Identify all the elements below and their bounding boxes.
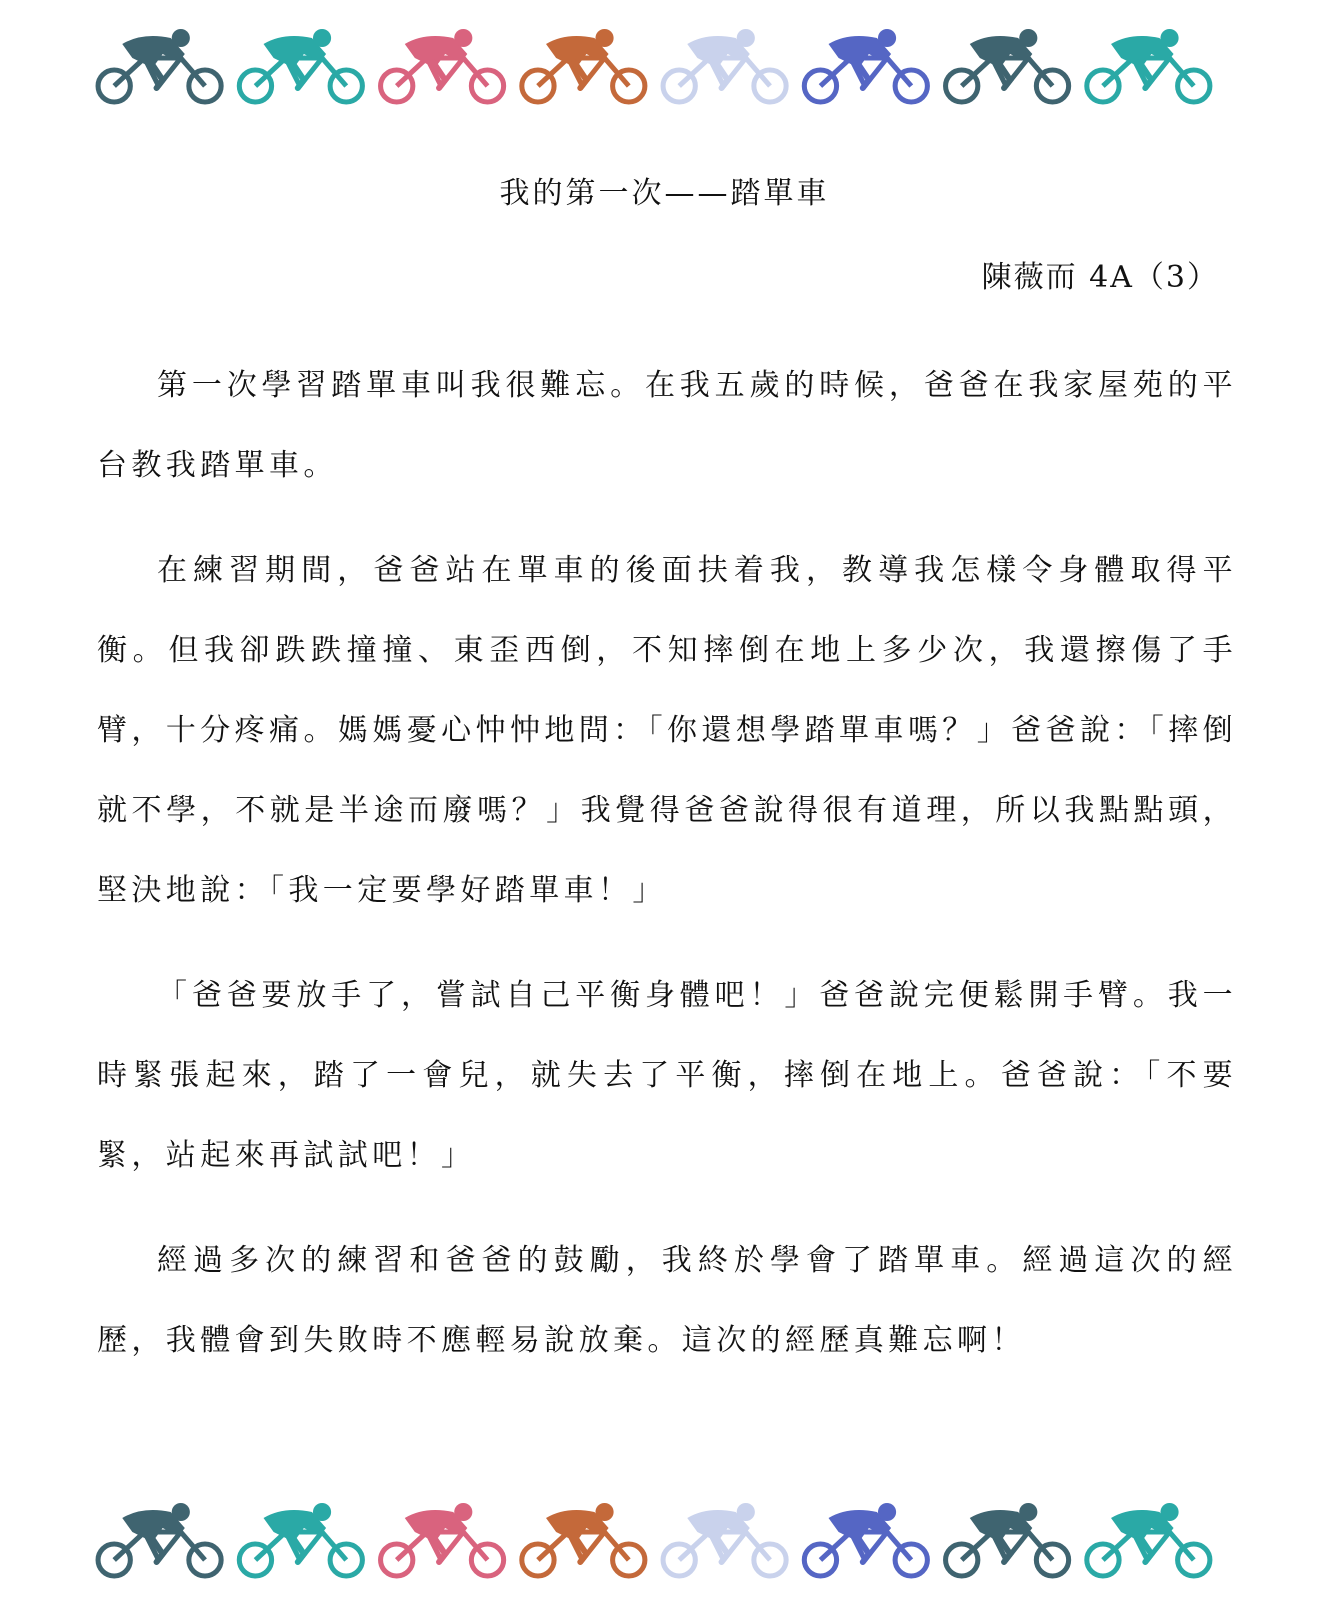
cyclist-icon xyxy=(522,29,645,102)
cyclist-icon xyxy=(946,29,1069,102)
cyclist-icon xyxy=(98,29,221,102)
cyclist-row xyxy=(92,1500,1222,1580)
paragraph: 「爸爸要放手了，嘗試自己平衡身體吧！」爸爸說完便鬆開手臂。我一時緊張起來，踏了一會兒，就失去了平衡，摔倒在地上。爸爸說：「不要緊，站起來再試試吧！」 xyxy=(97,978,1237,1173)
cyclist-icon xyxy=(804,29,927,102)
cyclist-icon xyxy=(98,1503,221,1576)
cyclist-icon xyxy=(946,1503,1069,1576)
cyclist-row xyxy=(92,26,1222,106)
paragraph: 在練習期間，爸爸站在單車的後面扶着我，教導我怎樣令身體取得平衡。但我卻跌跌撞撞、東歪西倒，不知摔倒在地上多少次，我還擦傷了手臂，十分疼痛。媽媽憂心忡忡地問：「你還想學踏單車嗎？」爸爸說：「摔倒就不學，不就是半途而廢嗎？」我覺得爸爸說得很有道理，所以我點點頭，堅決地說：「我一定要學好踏單車！」 xyxy=(97,553,1237,908)
bottom-cyclist-border xyxy=(92,1500,1222,1580)
cyclist-icon xyxy=(1087,1503,1210,1576)
essay-title: 我的第一次——踏單車 xyxy=(499,176,830,211)
cyclist-icon xyxy=(381,1503,504,1576)
author-line: 陳薇而 4A（3） xyxy=(981,260,1219,295)
cyclist-icon xyxy=(663,29,786,102)
cyclist-icon xyxy=(239,29,362,102)
cyclist-icon xyxy=(522,1503,645,1576)
cyclist-icon xyxy=(381,29,504,102)
essay-body xyxy=(97,346,1237,1406)
paragraph: 經過多次的練習和爸爸的鼓勵，我終於學會了踏單車。經過這次的經歷，我體會到失敗時不應輕易說放棄。這次的經歷真難忘啊！ xyxy=(97,1243,1237,1358)
cyclist-icon xyxy=(1087,29,1210,102)
cyclist-icon xyxy=(663,1503,786,1576)
top-cyclist-border xyxy=(92,26,1222,106)
cyclist-icon xyxy=(804,1503,927,1576)
paragraph: 第一次學習踏單車叫我很難忘。在我五歲的時候，爸爸在我家屋苑的平台教我踏單車。 xyxy=(97,368,1237,483)
cyclist-icon xyxy=(239,1503,362,1576)
